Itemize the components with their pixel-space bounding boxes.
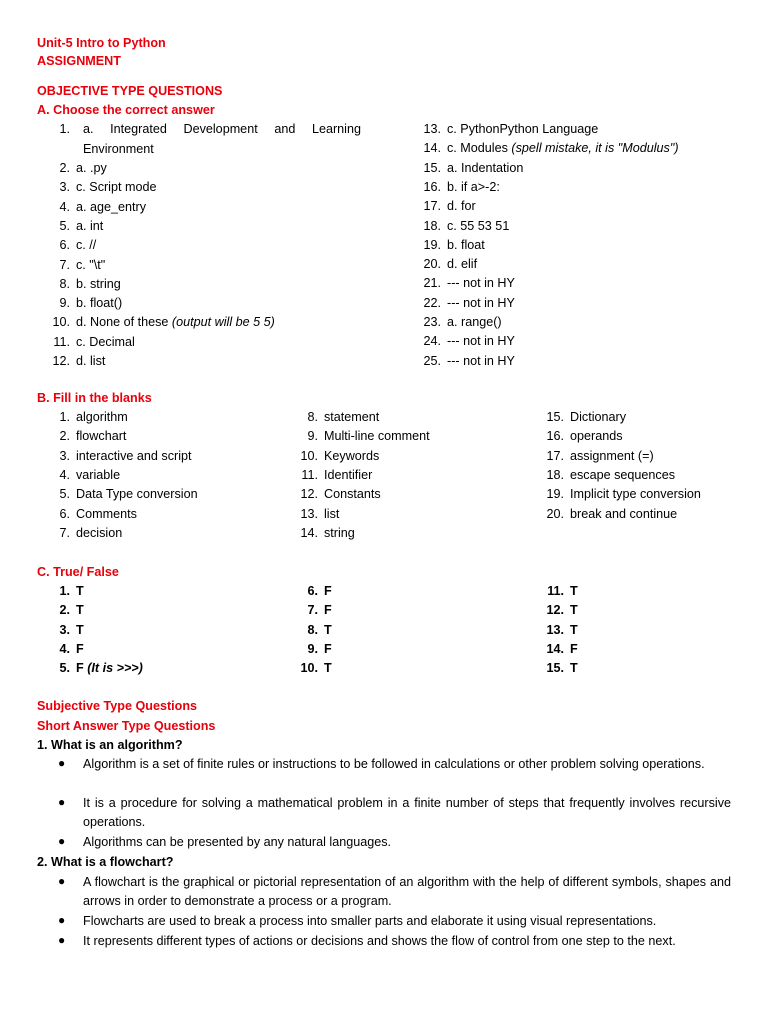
list-item [295,601,332,620]
list-item [418,197,476,216]
item-note: (output will be 5 5) [171,315,275,330]
item-text: b. string [76,276,121,291]
item-text: T [570,603,578,618]
item-text: Comments [76,506,137,521]
item-text: variable [76,467,121,482]
item-number: 25. [423,353,441,368]
section-a-item-1-line-2: Environment [83,142,154,156]
list-item [541,408,626,427]
item-number: 1. [59,584,70,598]
item-number: 10. [300,448,318,463]
item-number: 19. [423,237,441,252]
list-item [47,408,128,427]
item-number: 24. [423,334,441,349]
subjective-heading: Subjective Type Questions [37,699,198,713]
list-item [418,274,515,293]
item-number: 12. [546,603,564,618]
list-item [295,485,381,504]
list-item [47,659,143,678]
item-number: 5. [59,487,70,502]
item-text: algorithm [76,410,128,424]
question-2-title: 2. What is a flowchart? [37,855,174,869]
list-item [47,159,107,178]
item-number: 2. [59,429,70,444]
list-item [295,659,332,678]
bullet-text: Flowcharts are used to break a process into smaller parts and elaborate it using visual representations. [83,914,657,928]
item-number: 16. [546,429,564,444]
item-number: 4. [59,641,70,656]
item-text: c. "\t" [76,257,106,272]
item-number: 19. [546,487,564,502]
bullet-text: Algorithm is a set of finite rules or instructions to be followed in calculations or other problem solving operations. [83,757,705,771]
item-number: 14. [300,525,318,540]
item-number: 18. [423,218,441,233]
list-item [541,582,578,601]
bullet-icon: ● [58,756,66,770]
list-item [418,294,515,313]
list-item [47,427,126,446]
item-number: 4. [59,199,70,214]
list-item [541,640,578,659]
item-number: 2. [59,603,70,618]
item-number: 12. [300,487,318,502]
item-text: list [324,506,340,521]
item-text: d. list [76,354,106,368]
item-text: T [570,661,578,676]
item-text: a. int [76,218,104,233]
item-text: d. None of these [76,315,172,330]
item-text: F [570,641,578,656]
item-text: c. PythonPython Language [447,122,599,136]
item-number: 8. [307,410,318,424]
item-text: c. 55 53 51 [447,218,510,233]
item-text: F [324,641,332,656]
item-number: 9. [307,429,318,444]
item-number: 13. [546,622,564,637]
item-number: 20. [423,257,441,272]
bullet-text: Algorithms can be presented by any natural languages. [83,835,392,849]
list-item [295,408,379,427]
item-number: 8. [59,276,70,291]
list-item [47,601,84,620]
item-text: a. age_entry [76,199,147,214]
short-answer-heading: Short Answer Type Questions [37,719,216,733]
list-item [418,313,502,332]
list-item [295,582,332,601]
item-text: decision [76,525,123,540]
item-number: 7. [59,525,70,540]
list-item [418,217,509,236]
item-text: Dictionary [570,410,626,424]
item-number: 5. [59,661,70,676]
item-number: 17. [423,199,441,214]
section-a-item-1-line-1: a. Integrated Development and Learning [83,122,361,136]
list-item [418,255,477,274]
item-text: T [76,603,84,618]
list-item [47,505,137,524]
item-text: assignment (=) [570,448,654,463]
list-item [47,524,122,543]
item-number: 14. [546,641,564,656]
bullet-icon: ● [58,834,66,848]
item-text: c. // [76,238,97,253]
item-number: 2. [59,161,70,175]
item-text: d. for [447,199,476,214]
bullet-icon: ● [58,933,66,947]
item-text: c. Modules [447,141,512,156]
list-item [47,198,146,217]
bullet-text: It is a procedure for solving a mathematical problem in a finite number of steps that frequently involves recursive operations. [83,796,731,830]
bullet-text: It represents different types of actions or decisions and shows the flow of control from one step to the next. [83,934,676,948]
item-text: string [324,525,355,540]
list-item [47,217,103,236]
item-number: 13. [300,506,318,521]
item-text: F [76,661,88,676]
item-note: (It is >>>) [87,661,143,676]
item-number: 6. [59,506,70,521]
item-text: b. float() [76,296,123,311]
bullet-icon: ● [58,874,66,888]
list-item [47,333,135,352]
list-item [541,447,654,466]
item-number: 9. [59,296,70,311]
item-text: flowchart [76,429,127,444]
list-item [47,178,157,197]
list-item [47,313,275,332]
item-number: 8. [307,622,318,637]
item-number: 9. [307,641,318,656]
list-item [295,640,332,659]
item-number: 3. [59,448,70,463]
list-item [541,485,701,504]
list-item [418,236,485,255]
list-item [541,659,578,678]
item-number: 11. [53,334,70,349]
list-item [418,332,515,351]
item-number: 23. [423,315,441,329]
item-text: break and continue [570,506,678,521]
item-number: 5. [59,218,70,233]
item-number: 14. [423,141,441,156]
item-text: Implicit type conversion [570,487,701,502]
list-item [295,505,339,524]
item-text: --- not in HY [447,295,515,310]
item-number: 1. [59,410,70,424]
bullet-icon: ● [58,913,66,927]
bullet-icon: ● [58,795,66,809]
list-item [295,524,355,543]
list-item [541,466,675,485]
section-a-item-1-number: 1. [59,122,70,136]
item-number: 18. [546,467,564,482]
list-item [47,236,96,255]
item-text: escape sequences [570,467,676,482]
section-b-heading: B. Fill in the blanks [37,391,152,405]
list-item [295,447,379,466]
item-number: 22. [423,295,441,310]
item-number: 15. [546,410,564,424]
list-item [418,139,679,158]
question-1-title: 1. What is an algorithm? [37,738,183,752]
list-item [47,294,122,313]
list-item [541,505,677,524]
item-number: 7. [59,257,70,272]
item-number: 15. [423,160,441,175]
item-number: 6. [307,584,318,598]
item-text: c. Decimal [76,334,135,349]
item-number: 3. [59,622,70,637]
item-text: a. range() [447,315,502,329]
list-item [418,352,515,371]
item-text: Data Type conversion [76,487,198,502]
item-text: c. Script mode [76,180,157,195]
list-item [541,601,578,620]
item-text: F [324,584,332,598]
list-item [47,621,84,640]
item-text: T [570,584,578,598]
item-text: a. .py [76,161,107,175]
item-text: T [76,584,84,598]
list-item [541,621,578,640]
item-text: operands [570,429,623,444]
item-text: --- not in HY [447,353,515,368]
section-c-heading: C. True/ False [37,565,119,579]
list-item [47,466,120,485]
item-number: 3. [59,180,70,195]
item-text: d. elif [447,257,478,272]
list-item [47,447,192,466]
list-item [418,159,523,178]
item-text: T [324,622,332,637]
item-number: 21. [423,276,441,291]
list-item [47,485,198,504]
list-item [47,256,105,275]
list-item [418,120,598,139]
item-text: T [324,661,332,676]
item-number: 11. [547,584,564,598]
assignment-title: ASSIGNMENT [37,54,121,68]
item-text: Keywords [324,448,380,463]
item-note: (spell mistake, it is "Modulus") [511,141,679,156]
item-number: 4. [59,467,70,482]
list-item [47,582,84,601]
item-number: 10. [52,315,70,330]
item-text: Multi-line comment [324,429,430,444]
item-text: Identifier [324,467,373,482]
list-item [541,427,623,446]
item-number: 17. [546,448,564,463]
item-text: interactive and script [76,448,192,463]
item-number: 7. [307,603,318,618]
item-text: Constants [324,487,381,502]
item-text: F [324,603,332,618]
item-number: 12. [52,354,70,368]
list-item [295,427,430,446]
list-item [47,352,105,371]
item-number: 20. [546,506,564,521]
list-item [295,466,372,485]
list-item [295,621,332,640]
item-text: F [76,641,84,656]
item-text: --- not in HY [447,334,515,349]
item-text: b. float [447,237,485,252]
item-number: 6. [59,238,70,253]
list-item [47,640,84,659]
item-text: T [570,622,578,637]
item-text: T [76,622,84,637]
item-text: b. if a>-2: [447,179,500,194]
bullet-text: A flowchart is the graphical or pictorial representation of an algorithm with the help of different symbols, shapes and arrows in order to demonstrate a process or a program. [83,875,731,909]
list-item [47,275,121,294]
item-number: 16. [423,179,441,194]
item-number: 13. [423,122,441,136]
item-text: --- not in HY [447,276,515,291]
unit-title: Unit-5 Intro to Python [37,36,166,50]
item-number: 10. [300,661,318,676]
objective-heading: OBJECTIVE TYPE QUESTIONS [37,84,223,98]
item-number: 15. [546,661,564,676]
item-text: a. Indentation [447,160,524,175]
item-number: 11. [301,467,318,482]
item-text: statement [324,410,380,424]
section-a-heading: A. Choose the correct answer [37,103,215,117]
list-item [418,178,500,197]
